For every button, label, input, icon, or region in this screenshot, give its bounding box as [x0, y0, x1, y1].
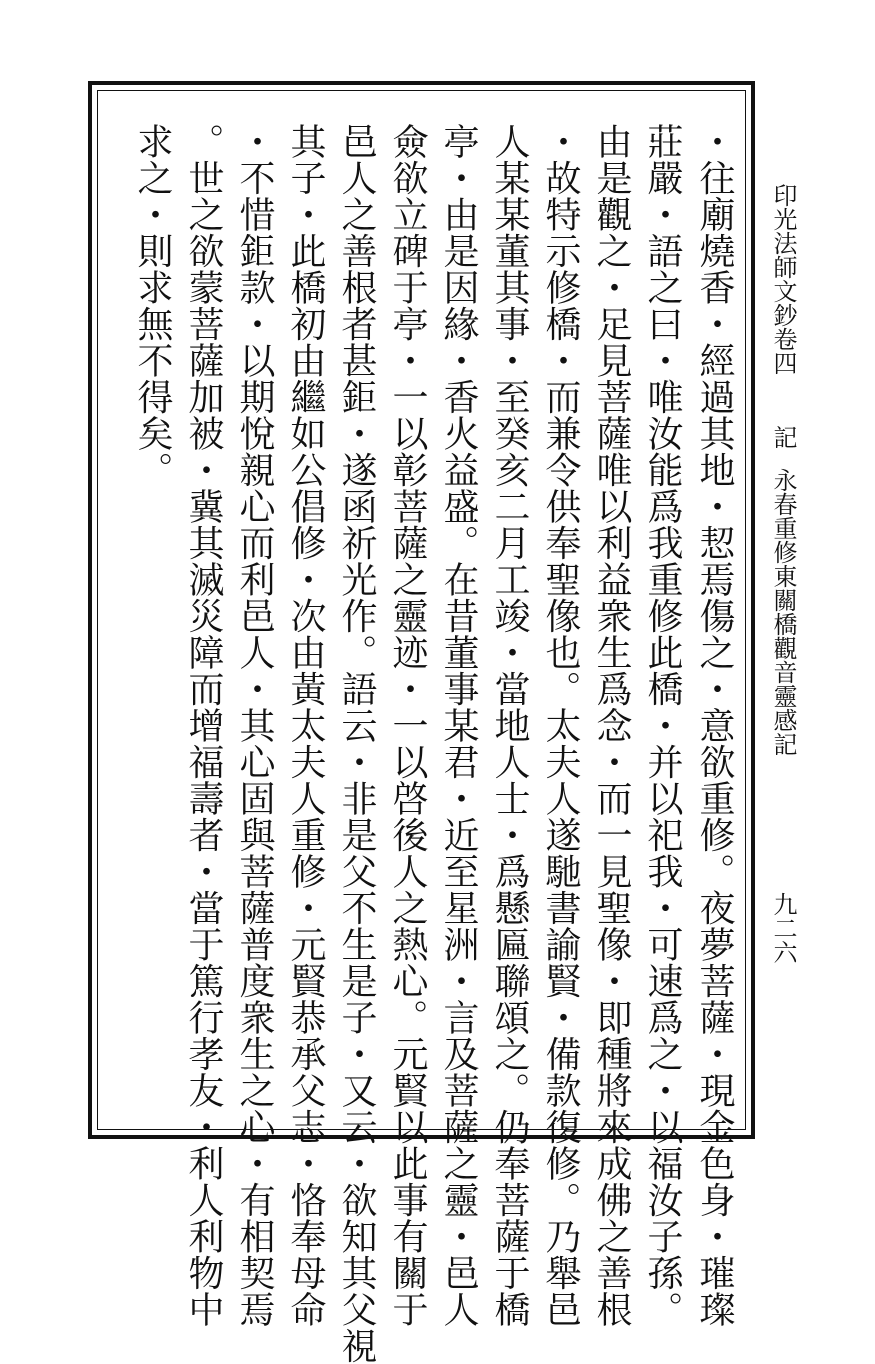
section-label: 記: [769, 425, 797, 449]
text-column-3: 由是觀之・足見菩薩唯以利益衆生爲念・而一見聖像・即種將來成佛之善根: [591, 123, 632, 1328]
text-column-1: ・往廟燒香・經過其地・恝焉傷之・意欲重修。夜夢菩薩・現金色身・璀璨: [694, 123, 735, 1328]
text-column-9: 其子・此橋初由繼如公倡修・次由黃太夫人重修・元賢恭承父志・恪奉母命: [285, 123, 326, 1328]
chapter-title: 永春重修東關橋觀音靈感記: [769, 468, 797, 756]
text-column-7: 僉欲立碑于亭・一以彰菩薩之靈迹・一以啓後人之熱心。元賢以此事有關于: [387, 123, 428, 1328]
text-column-6: 亭・由是因緣・香火益盛。在昔董事某君・近至星洲・言及菩薩之靈・邑人: [438, 123, 479, 1328]
text-column-12: 求之・則求無不得矣。: [132, 123, 173, 488]
text-column-11: 。世之欲蒙菩薩加被・冀其滅災障而增福壽者・當于篤行孝友・利人利物中: [183, 123, 224, 1328]
text-column-2: 莊嚴・語之曰・唯汝能爲我重修此橋・并以祀我・可速爲之・以福汝子孫。: [642, 123, 683, 1328]
text-column-8: 邑人之善根者甚鉅・遂函祈光作。語云・非是父不生是子・又云・欲知其父視: [336, 123, 377, 1364]
text-column-4: ・故特示修橋・而兼令供奉聖像也。太夫人遂馳書諭賢・備款復修。乃舉邑: [540, 123, 581, 1328]
page-number: 九二六: [769, 892, 797, 964]
text-column-5: 人某某董其事・至癸亥二月工竣・當地人士・爲懸匾聯頌之。仍奉菩薩于橋: [489, 123, 530, 1328]
book-title: 印光法師文鈔卷四: [769, 183, 797, 375]
text-column-10: ・不惜鉅款・以期悅親心而利邑人・其心固與菩薩普度衆生之心・有相契焉: [234, 123, 275, 1328]
